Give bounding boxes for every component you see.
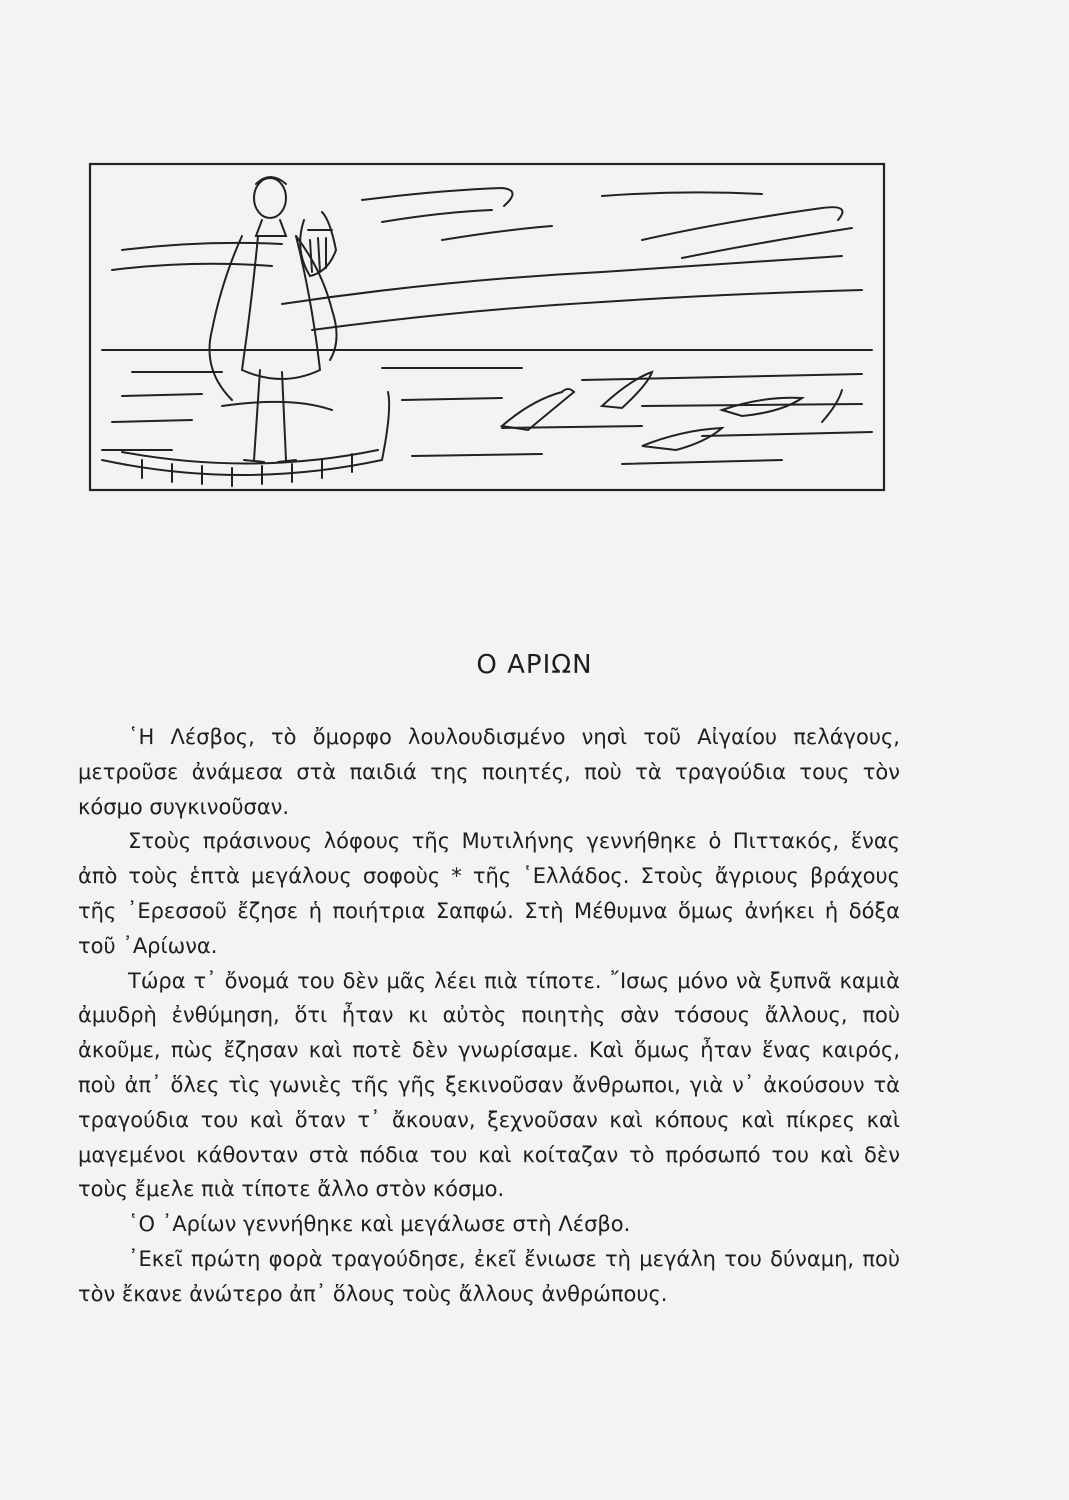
paragraph-3: Τώρα τ᾿ ὄνομά του δὲν μᾶς λέει πιὰ τίποτε. ῎Ισως μόνο νὰ ξυπνᾶ καμιὰ ἀμυδρὴ ἐνθύμηση, ὅτι ἦταν κι αὐτὸς ποιητὴς σὰν τόσους ἄλλους, ποὺ ἀκοῦμε, πὼς ἔζησαν καὶ ποτὲ δὲν γνωρίσαμε. Καὶ ὅμως ἦταν ἕνας καιρός, ποὺ ἀπ᾿ ὅλες τὶς γωνιὲς τῆς γῆς ξεκινοῦσαν ἄνθρωποι, γιὰ ν᾿ ἀκούσουν τὰ τραγούδια του καὶ ὅταν τ᾿ ἄκουαν, ξεχνοῦσαν καὶ κόπους καὶ πίκρες καὶ μαγεμένοι κάθονταν στὰ πόδια του καὶ κοίταζαν τὸ πρόσωπό του καὶ δὲν τοὺς ἔμελε πιὰ τίποτε ἄλλο στὸν κόσμο. <box>78 968 900 1202</box>
story-text <box>78 720 900 1312</box>
boat-icon <box>102 392 389 486</box>
sea-lines-icon <box>102 350 872 464</box>
chapter-title: Ο ΑΡΙΩΝ <box>476 650 593 680</box>
paragraph-1: ῾Η Λέσβος, τὸ ὄμορφο λουλουδισμένο νησὶ τοῦ Αἰγαίου πελάγους, μετροῦσε ἀνάμεσα στὰ παιδιά της ποιητές, ποὺ τὰ τραγούδια τους τὸν κόσμο συγκινοῦσαν. <box>78 725 900 819</box>
arion-figure-icon <box>210 177 337 462</box>
paragraph-4: ῾Ο ᾿Αρίων γεννήθηκε καὶ μεγάλωσε στὴ Λέσβο. <box>128 1212 631 1237</box>
dolphins-icon <box>502 372 842 450</box>
arion-illustration <box>82 160 890 496</box>
sky-strokes-icon <box>112 188 862 330</box>
paragraph-5: ᾿Εκεῖ πρώτη φορὰ τραγούδησε, ἐκεῖ ἔνιωσε τὴ μεγάλη του δύναμη, ποὺ τὸν ἔκανε ἀνώτερο ἀπ᾿ ὅλους τοὺς ἄλλους ἀνθρώπους. <box>78 1246 900 1306</box>
illustration-frame <box>90 164 884 490</box>
paragraph-2: Στοὺς πράσινους λόφους τῆς Μυτιλήνης γεννήθηκε ὁ Πιττακός, ἕνας ἀπὸ τοὺς ἑπτὰ μεγάλους σοφοὺς * τῆς ῾Ελλάδος. Στοὺς ἄγριους βράχους τῆς ᾿Ερεσσοῦ ἔζησε ἡ ποιήτρια Σαπφώ. Στὴ Μέθυμνα ὅμως ἀνήκει ἡ δόξα τοῦ ᾿Αρίωνα. <box>78 829 900 958</box>
